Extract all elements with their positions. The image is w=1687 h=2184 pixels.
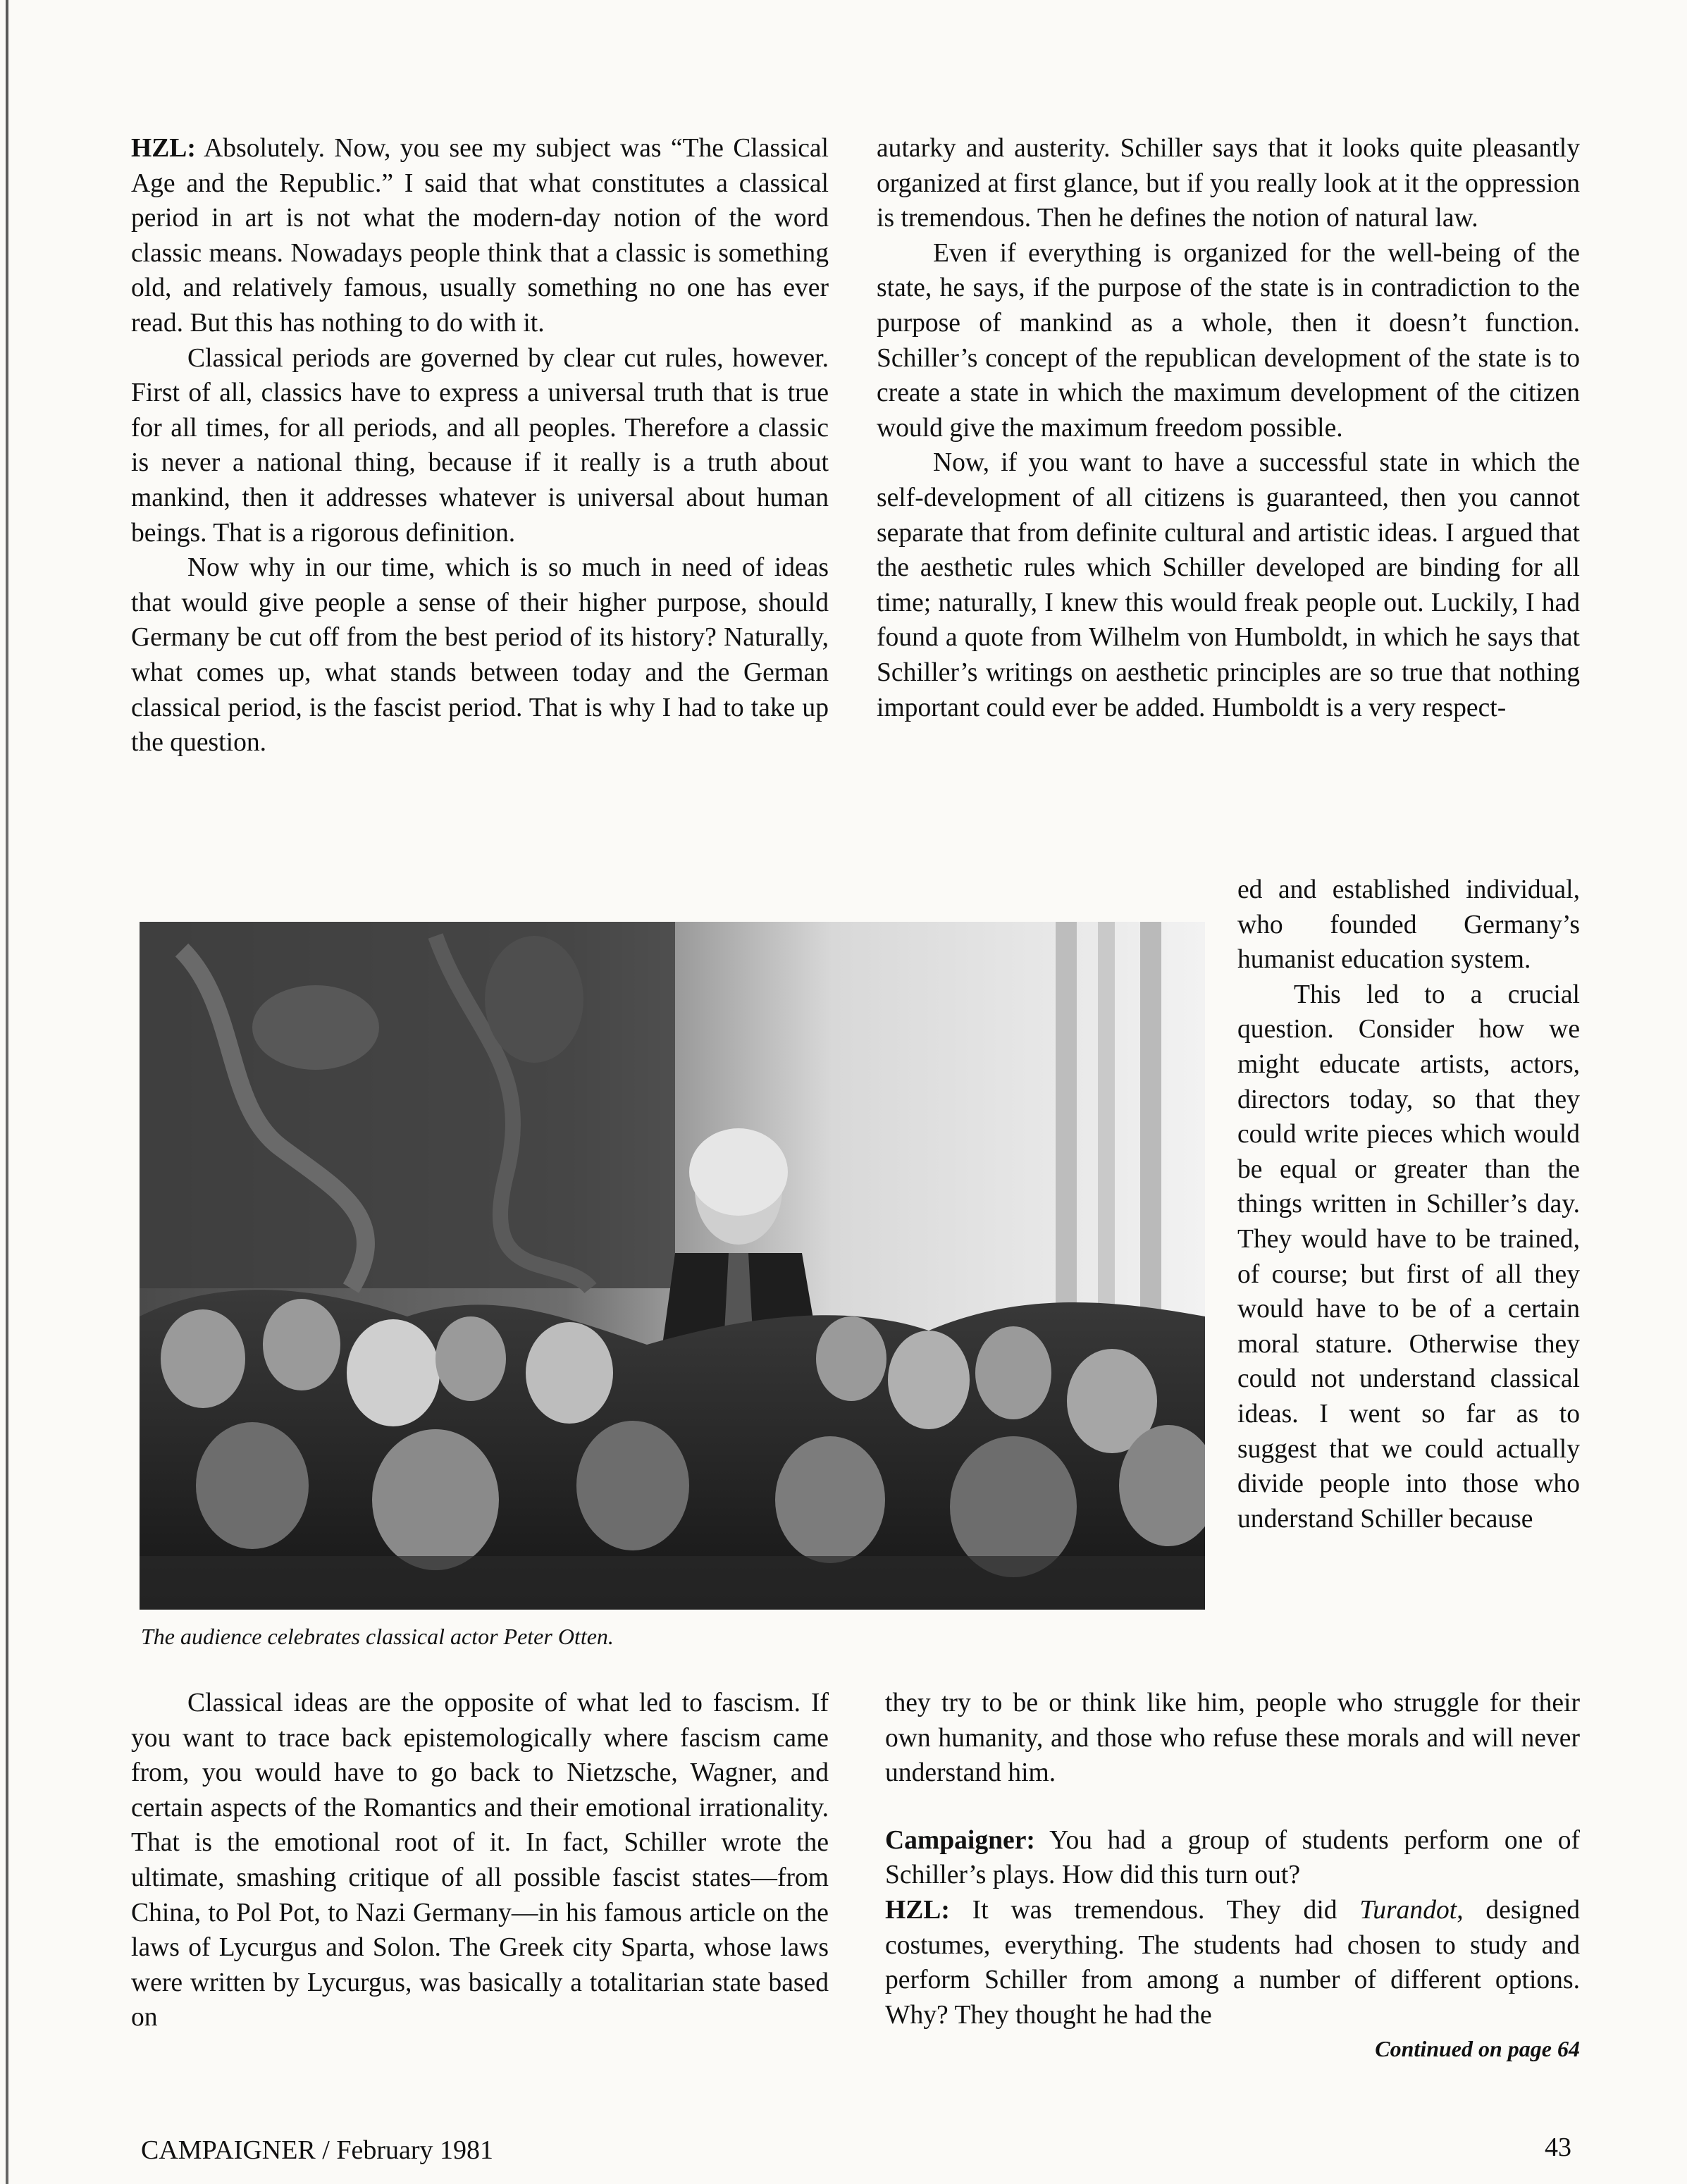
paragraph-text: It was tremendous. They did	[949, 1895, 1360, 1925]
scan-edge	[6, 0, 8, 2184]
page-number: 43	[1545, 2133, 1571, 2162]
footer-publication: CAMPAIGNER / February 1981	[141, 2135, 493, 2165]
paragraph-text: Absolutely. Now, you see my subject was “The Classical Age and the Republic.” I said that what constitutes a classical period in art is not what the modern-day notion of the word classic means. Nowadays people think that a classic is something old, and relatively famous, usually something no one has ever read. But this has nothing to do with it.	[131, 134, 829, 338]
paragraph: Now why in our time, which is so much in need of ideas that would give people a sense of their higher purpose, should Germany be cut off from the best period of its history? Naturally, what comes up, what stands between today and the German classical period, is the fascist period. That is why I had to take up the question.	[131, 553, 829, 758]
paragraph-text: You had a group of students perform one of Schiller’s plays. How did this turn out?	[885, 1825, 1580, 1890]
question-paragraph	[885, 1823, 1580, 1893]
answer-paragraph	[885, 1893, 1580, 2032]
photo-audience	[140, 922, 1205, 1610]
left-column-bottom	[131, 1686, 829, 2035]
paragraph-spacer	[885, 1791, 1580, 1823]
photo-image	[140, 922, 1205, 1610]
narrow-column	[1237, 872, 1580, 1536]
right-column-bottom	[885, 1686, 1580, 2065]
speaker-label: HZL:	[131, 134, 196, 163]
paragraph: autarky and austerity. Schiller says that it looks quite pleasantly organized at first glance, but if you really look at it the oppression is tremendous. Then he defines the notion of natural law.	[877, 134, 1580, 233]
paragraph: This led to a crucial question. Consider how we might educate artists, actors, directors today, so that they could write pieces which would be equal or greater than the things written in Schiller’s day. They would have to be trained, of course; but first of all they would have to be of a certain moral stature. Otherwise they could not understand classical ideas. I went so far as to suggest that we could actually divide people into those who understand Schiller because	[1237, 980, 1580, 1534]
paragraph: ed and established individual, who founded Germany’s humanist education system.	[1237, 875, 1580, 975]
play-title: Turandot	[1359, 1895, 1457, 1925]
speaker-label: HZL:	[885, 1895, 950, 1925]
paragraph: Now, if you want to have a successful state in which the self-development of all citizens is guaranteed, then you cannot separate that from definite cultural and artistic ideas. I argued that the aesthetic rules which Schiller developed are binding for all time; naturally, I knew this would freak people out. Luckily, I had found a quote from Wilhelm von Humboldt, in which he says that Schiller’s writings on aesthetic principles are so true that nothing important could ever be added. Humboldt is a very respect-	[877, 448, 1580, 722]
paragraph: Classical ideas are the opposite of what led to fascism. If you want to trace back epistemologically where fascism came from, you would have to go back to Nietzsche, Wagner, and certain aspects of the Romantics and their emotional irrationality. That is the emotional root of it. In fact, Schiller wrote the ultimate, smashing critique of all possible fascist states—from China, to Pol Pot, to Nazi Germany—in his famous article on the laws of Lycurgus and Solon. The Greek city Sparta, whose laws were written by Lycurgus, was basically a totalitarian state based on	[131, 1689, 829, 2032]
speaker-label: Campaigner:	[885, 1825, 1035, 1855]
photo-caption: The audience celebrates classical actor Peter Otten.	[141, 1624, 614, 1649]
paragraph	[131, 131, 829, 341]
paragraph: Even if everything is organized for the well-being of the state, he says, if the purpose of the state is in contradiction to the purpose of mankind as a whole, then it doesn’t function. Schiller’s concept of the republican development of the state is to create a state in which the maximum development of the citizen would give the maximum freedom possible.	[877, 238, 1580, 443]
right-column-top	[877, 131, 1580, 725]
left-column-top	[131, 131, 829, 760]
paragraph: Classical periods are governed by clear cut rules, however. First of all, classics have to express a universal truth that is true for all times, for all periods, and all peoples. Therefore a classic is never a national thing, because if it really is a truth about mankind, then it addresses whatever is universal about human beings. That is a rigorous definition.	[131, 343, 829, 548]
continued-note: Continued on page 64	[1375, 2036, 1580, 2062]
paragraph-text: , designed costumes, everything. The students had chosen to study and perform Schiller from among a number of different options. Why? They thought he had the	[885, 1895, 1580, 2030]
paragraph: they try to be or think like him, people who struggle for their own humanity, and those who refuse these morals and will never understand him.	[885, 1689, 1580, 1788]
